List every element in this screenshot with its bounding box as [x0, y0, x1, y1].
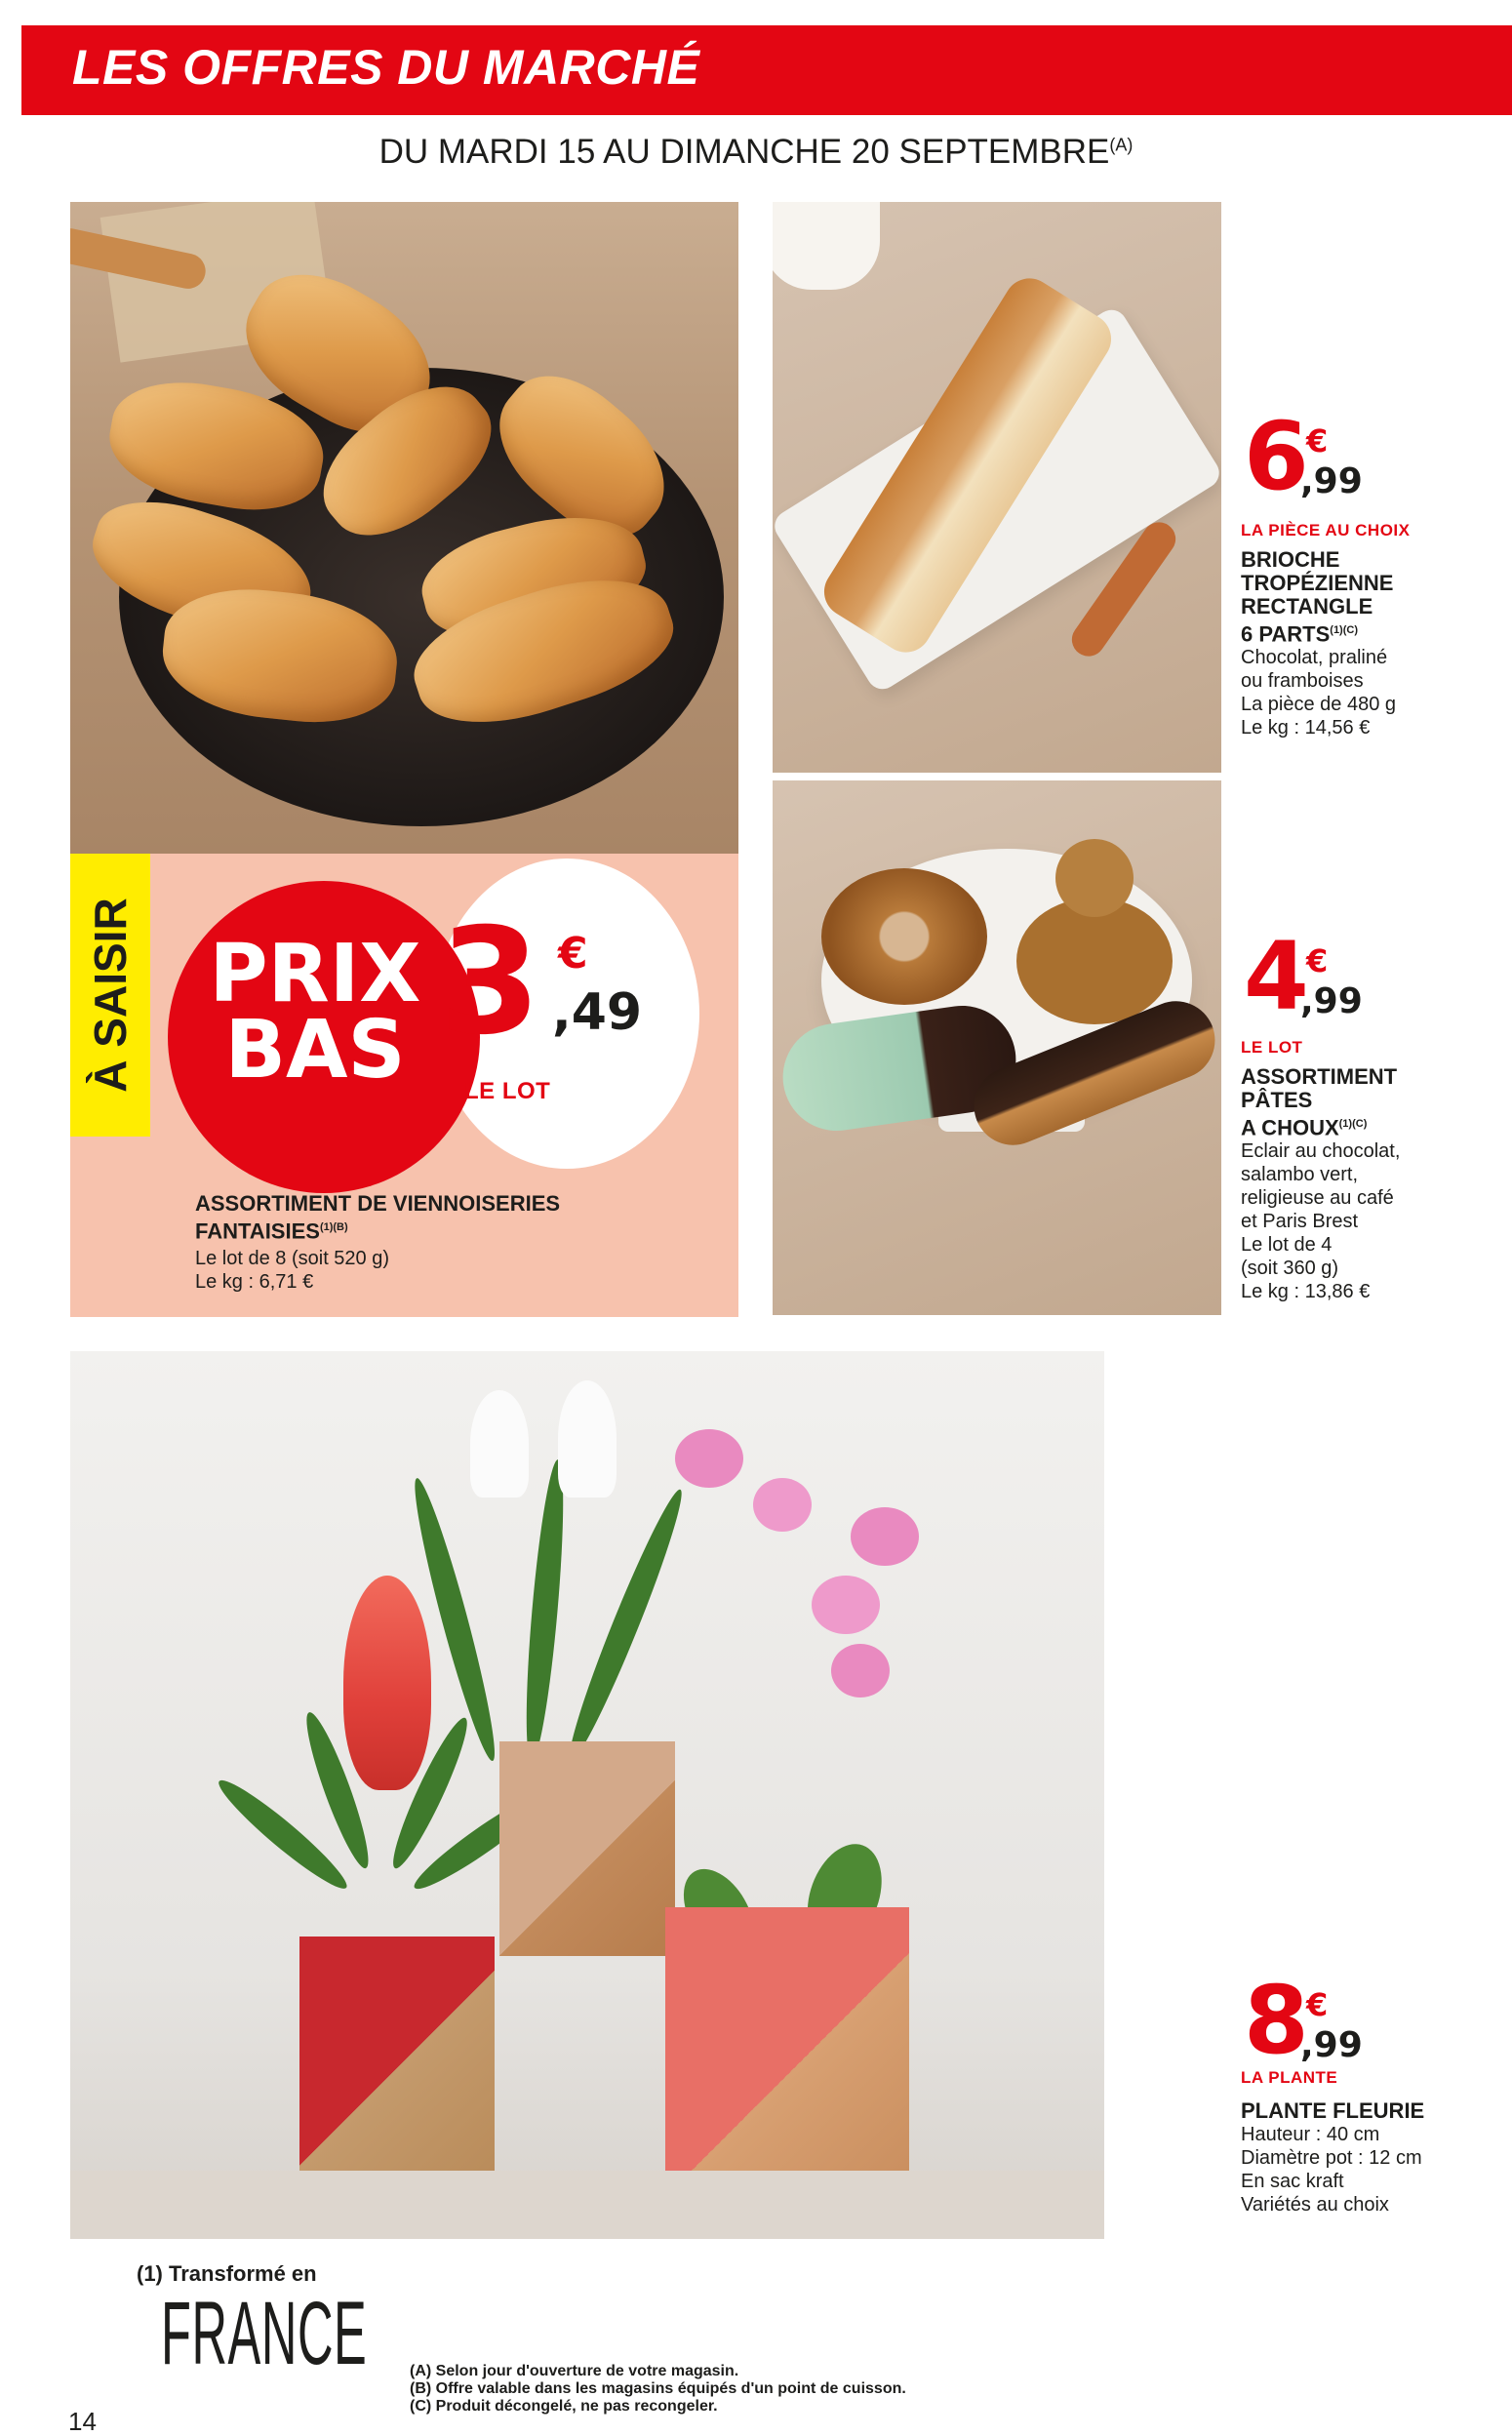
pink-orchid [851, 1507, 919, 1566]
choux-photo [773, 780, 1221, 1315]
product-detail: Le kg : 6,71 € [195, 1271, 314, 1294]
product-detail: et Paris Brest [1241, 1211, 1359, 1233]
product-name-note: (1)(B) [319, 1221, 348, 1233]
product-name-line: PÂTES [1241, 1088, 1313, 1112]
product-detail: (soit 360 g) [1241, 1258, 1339, 1280]
product-name-line: BRIOCHE [1241, 547, 1340, 572]
product-plante [1241, 2068, 1504, 2216]
price-currency: € [1306, 942, 1329, 979]
price-integer: 6 [1244, 402, 1309, 511]
footnote: (C) Produit décongelé, ne pas recongeler. [410, 2398, 718, 2415]
offer-dates-note: (A) [1109, 135, 1134, 155]
offer-dates-text: DU MARDI 15 AU DIMANCHE 20 SEPTEMBRE [378, 133, 1110, 171]
product-detail: salambo vert, [1241, 1164, 1359, 1186]
price-cents: ,49 [552, 983, 643, 1042]
price-unit-label: LE LOT [464, 1078, 551, 1104]
price-currency: € [1306, 1986, 1329, 2023]
product-name-line [1241, 619, 1504, 646]
pink-kraft-bag [665, 1907, 909, 2190]
product-name-line [1241, 1112, 1504, 1139]
kraft-bag [499, 1741, 675, 1956]
leaf [519, 1458, 571, 1762]
footnotes [410, 2363, 906, 2416]
price-brioche [1244, 402, 1371, 519]
price-integer: 8 [1244, 1966, 1309, 2075]
offer-dates [0, 133, 1512, 172]
product-detail: Le lot de 8 (soit 520 g) [195, 1248, 390, 1270]
promo-tab-label: À SAISIR [85, 898, 136, 1093]
product-choux [1241, 1038, 1504, 1303]
product-viennoiseries [195, 1192, 702, 1294]
price-cents: ,99 [1300, 2025, 1363, 2065]
footnote: (B) Offre valable dans les magasins équipés d'un point de cuisson. [410, 2380, 906, 2397]
origin-note: (1) Transformé en [137, 2261, 317, 2286]
pink-orchid [831, 1644, 890, 1697]
product-detail: ou framboises [1241, 670, 1364, 693]
red-kraft-bag [299, 1937, 495, 2200]
product-name-text: ASSORTIMENT DE VIENNOISERIES FANTAISIES [195, 1191, 561, 1244]
product-name-note: (1)(C) [1338, 1118, 1368, 1130]
product-detail: Le lot de 4 [1241, 1234, 1333, 1257]
price-currency: € [1306, 422, 1329, 459]
page-number: 14 [68, 2407, 97, 2436]
religieuse-top [1055, 839, 1134, 917]
brioche-photo [773, 202, 1221, 773]
price-integer: 4 [1244, 922, 1309, 1031]
price-cents: ,99 [1300, 461, 1363, 501]
product-detail: religieuse au café [1241, 1187, 1394, 1210]
price-choux [1244, 922, 1371, 1039]
product-name-note: (1)(C) [1330, 624, 1358, 636]
product-name-line: RECTANGLE [1241, 594, 1373, 619]
product-detail: Eclair au chocolat, [1241, 1140, 1401, 1163]
price-unit-label: LA PLANTE [1241, 2068, 1338, 2087]
white-calla [470, 1390, 529, 1498]
product-name-text: 6 PARTS [1241, 621, 1331, 647]
plants-photo [70, 1351, 1104, 2239]
price-viennoiseries [439, 898, 663, 1073]
product-detail: En sac kraft [1241, 2171, 1344, 2192]
leaf [559, 1485, 692, 1766]
price-unit-label: LA PIÈCE AU CHOIX [1241, 521, 1411, 539]
product-detail: Chocolat, praliné [1241, 647, 1388, 669]
table-top [70, 2171, 1104, 2239]
product-name-text: A CHOUX [1241, 1115, 1339, 1140]
product-detail: La pièce de 480 g [1241, 694, 1397, 716]
origin-country: FRANCE [161, 2284, 368, 2383]
product-name-line: TROPÉZIENNE [1241, 571, 1394, 595]
footnote: (A) Selon jour d'ouverture de votre magasin. [410, 2363, 739, 2379]
product-name-line: ASSORTIMENT [1241, 1064, 1398, 1089]
coffee-cup [773, 202, 880, 290]
pink-orchid [675, 1429, 743, 1488]
pink-orchid [812, 1576, 880, 1634]
header-band [21, 25, 1512, 115]
page-title: LES OFFRES DU MARCHÉ [72, 40, 700, 95]
red-bloom [343, 1576, 431, 1790]
paris-brest [821, 868, 987, 1005]
pink-orchid [753, 1478, 812, 1532]
price-unit-label: LE LOT [1241, 1038, 1303, 1057]
product-detail: Diamètre pot : 12 cm [1241, 2147, 1422, 2169]
product-detail: Le kg : 14,56 € [1241, 717, 1371, 739]
viennoiseries-photo [70, 202, 738, 854]
product-detail: Variétés au choix [1241, 2194, 1389, 2216]
product-brioche [1241, 521, 1504, 739]
product-detail: Hauteur : 40 cm [1241, 2124, 1380, 2145]
price-integer: 3 [439, 898, 541, 1067]
price-cents: ,99 [1300, 981, 1363, 1021]
prix-bas-label: PRIX BAS [209, 928, 421, 1097]
product-name [195, 1192, 702, 1243]
price-currency: € [558, 929, 588, 978]
product-name-line: PLANTE FLEURIE [1241, 2098, 1425, 2123]
white-calla [558, 1380, 617, 1498]
product-detail: Le kg : 13,86 € [1241, 1281, 1371, 1303]
